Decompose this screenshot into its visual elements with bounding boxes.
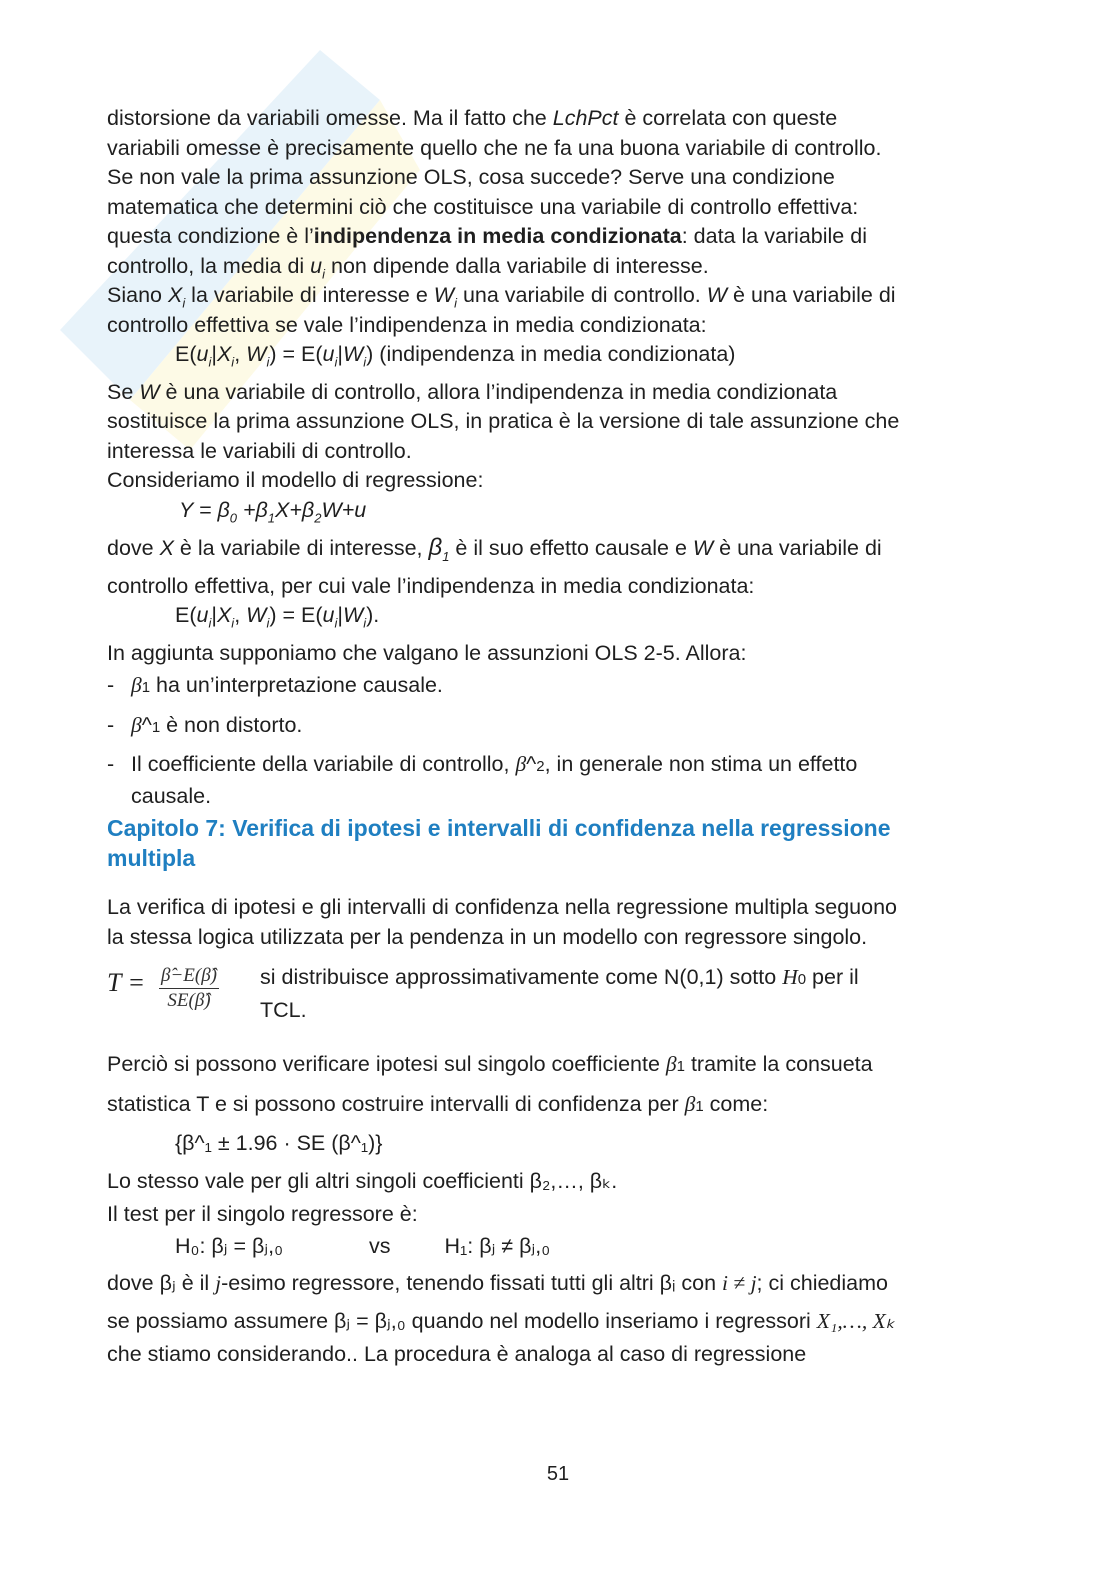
- list-item: - β^1 è non distorto.: [107, 712, 303, 737]
- text-line: Se W è una variabile di controllo, allora l’indipendenza in media condizionata: [107, 379, 838, 404]
- hypothesis-test: [107, 1232, 1007, 1262]
- text-line: Il test per il singolo regressore è:: [107, 1202, 418, 1226]
- text-line: In aggiunta supponiamo che valgano le assunzioni OLS 2-5. Allora:: [107, 640, 747, 665]
- confidence-interval-formula: {β^₁ ± 1.96 · SE (β^₁)}: [175, 1131, 383, 1155]
- formula-conditional-mean-2: $E(u_i|X_i$, $W_i) = E(u_i|W_i)$.: [175, 603, 380, 631]
- formula-description: si distribuisce approssimativamente come N(0,1) sotto H0 per il TCL.: [260, 965, 859, 1022]
- text-line: che stiamo considerando.. La procedura è analoga al caso di regressione: [107, 1342, 807, 1366]
- text-line: la stessa logica utilizzata per la pendenza in un modello con regressore singolo.: [107, 924, 868, 949]
- text-line: Se non vale la prima assunzione OLS, cosa succede? Serve una condizione: [107, 165, 835, 189]
- text-line: controllo effettiva se vale l’indipendenza in media condizionata:: [107, 312, 707, 337]
- text-line: statistica T e si possono costruire intervalli di confidenza per β1 come:: [107, 1091, 769, 1116]
- text-line: Perciò si possono verificare ipotesi sul singolo coefficiente β1 tramite la consueta: [107, 1052, 873, 1076]
- text-line: controllo, la media di $u_i$ non dipende dalla variabile di interesse.: [107, 253, 709, 281]
- page-number: 51: [546, 1463, 570, 1485]
- text-line: controllo effettiva, per cui vale l’indipendenza in media condizionata:: [107, 573, 755, 598]
- text-line: se possiamo assumere βⱼ = βⱼ,₀ quando nel modello inseriamo i regressori X₁,…, Xₖ: [107, 1308, 895, 1333]
- text-line: interessa le variabili di controllo.: [107, 438, 412, 463]
- list-item: - Il coefficiente della variabile di controllo, β^2, in generale non stima un effetto: [107, 752, 858, 776]
- text-line: distorsione da variabili omesse. Ma il fatto che LchPct è correlata con queste: [107, 106, 838, 130]
- bold-term: indipendenza in media condizionata: [313, 224, 682, 248]
- formula-regression-model: $Y = \beta_0 +\beta_1X+\beta_2W+u$: [179, 497, 367, 525]
- text-line: Lo stesso vale per gli altri singoli coefficienti β₂,…, βₖ.: [107, 1168, 618, 1193]
- text-line: variabili omesse è precisamente quello che ne fa una buona variabile di controllo.: [107, 135, 882, 160]
- text-line: Consideriamo il modello di regressione:: [107, 468, 484, 492]
- formula-conditional-mean: $E(u_i|X_i$, $W_i) = E(u_i|W_i)$ (indipendenza in media condizionata): [175, 342, 736, 370]
- list-item: - β1 ha un’interpretazione causale.: [107, 673, 443, 697]
- page-content: [107, 104, 1007, 1370]
- fraction: $\frac{\betâ-E(\betâ)}{SE(\betâ)}$: [161, 965, 218, 1011]
- t-statistic-formula: T = $\frac{\betâ-E(\betâ)}{SE(\betâ)}$ si distribuisce approssimativamente come N(0,1) sotto H0 per il TCL.: [107, 964, 1007, 1036]
- list-item-continuation: causale.: [131, 783, 212, 808]
- alt-hypothesis: H₁: βⱼ ≠ βⱼ,₀: [444, 1233, 551, 1258]
- text-line: dove X è la variabile di interesse, $\beta_1$ è il suo effetto causale e W è una variabile di: [107, 534, 882, 564]
- text-line: questa condizione è l’indipendenza in media condizionata: data la variabile di: [107, 224, 867, 248]
- text-line: matematica che determini ciò che costituisce una variabile di controllo effettiva:: [107, 194, 859, 219]
- text-line: Siano $X_i$ la variabile di interesse e $W_i$ una variabile di controllo. W è una variabile di: [107, 283, 896, 311]
- chapter-heading: Capitolo 7: Verifica di ipotesi e intervalli di confidenza nella regressione multipla: [107, 815, 891, 871]
- text-line: sostituisce la prima assunzione OLS, in pratica è la versione di tale assunzione che: [107, 409, 900, 433]
- null-hypothesis: H₀: βⱼ = βⱼ,₀: [175, 1233, 284, 1258]
- vs-label: vs: [369, 1233, 391, 1258]
- text-line: La verifica di ipotesi e gli intervalli di confidenza nella regressione multipla seguono: [107, 895, 897, 919]
- text-line: dove βⱼ è il j-esimo regressore, tenendo fissati tutti gli altri βᵢ con i ≠ j; ci chiediamo: [107, 1271, 888, 1295]
